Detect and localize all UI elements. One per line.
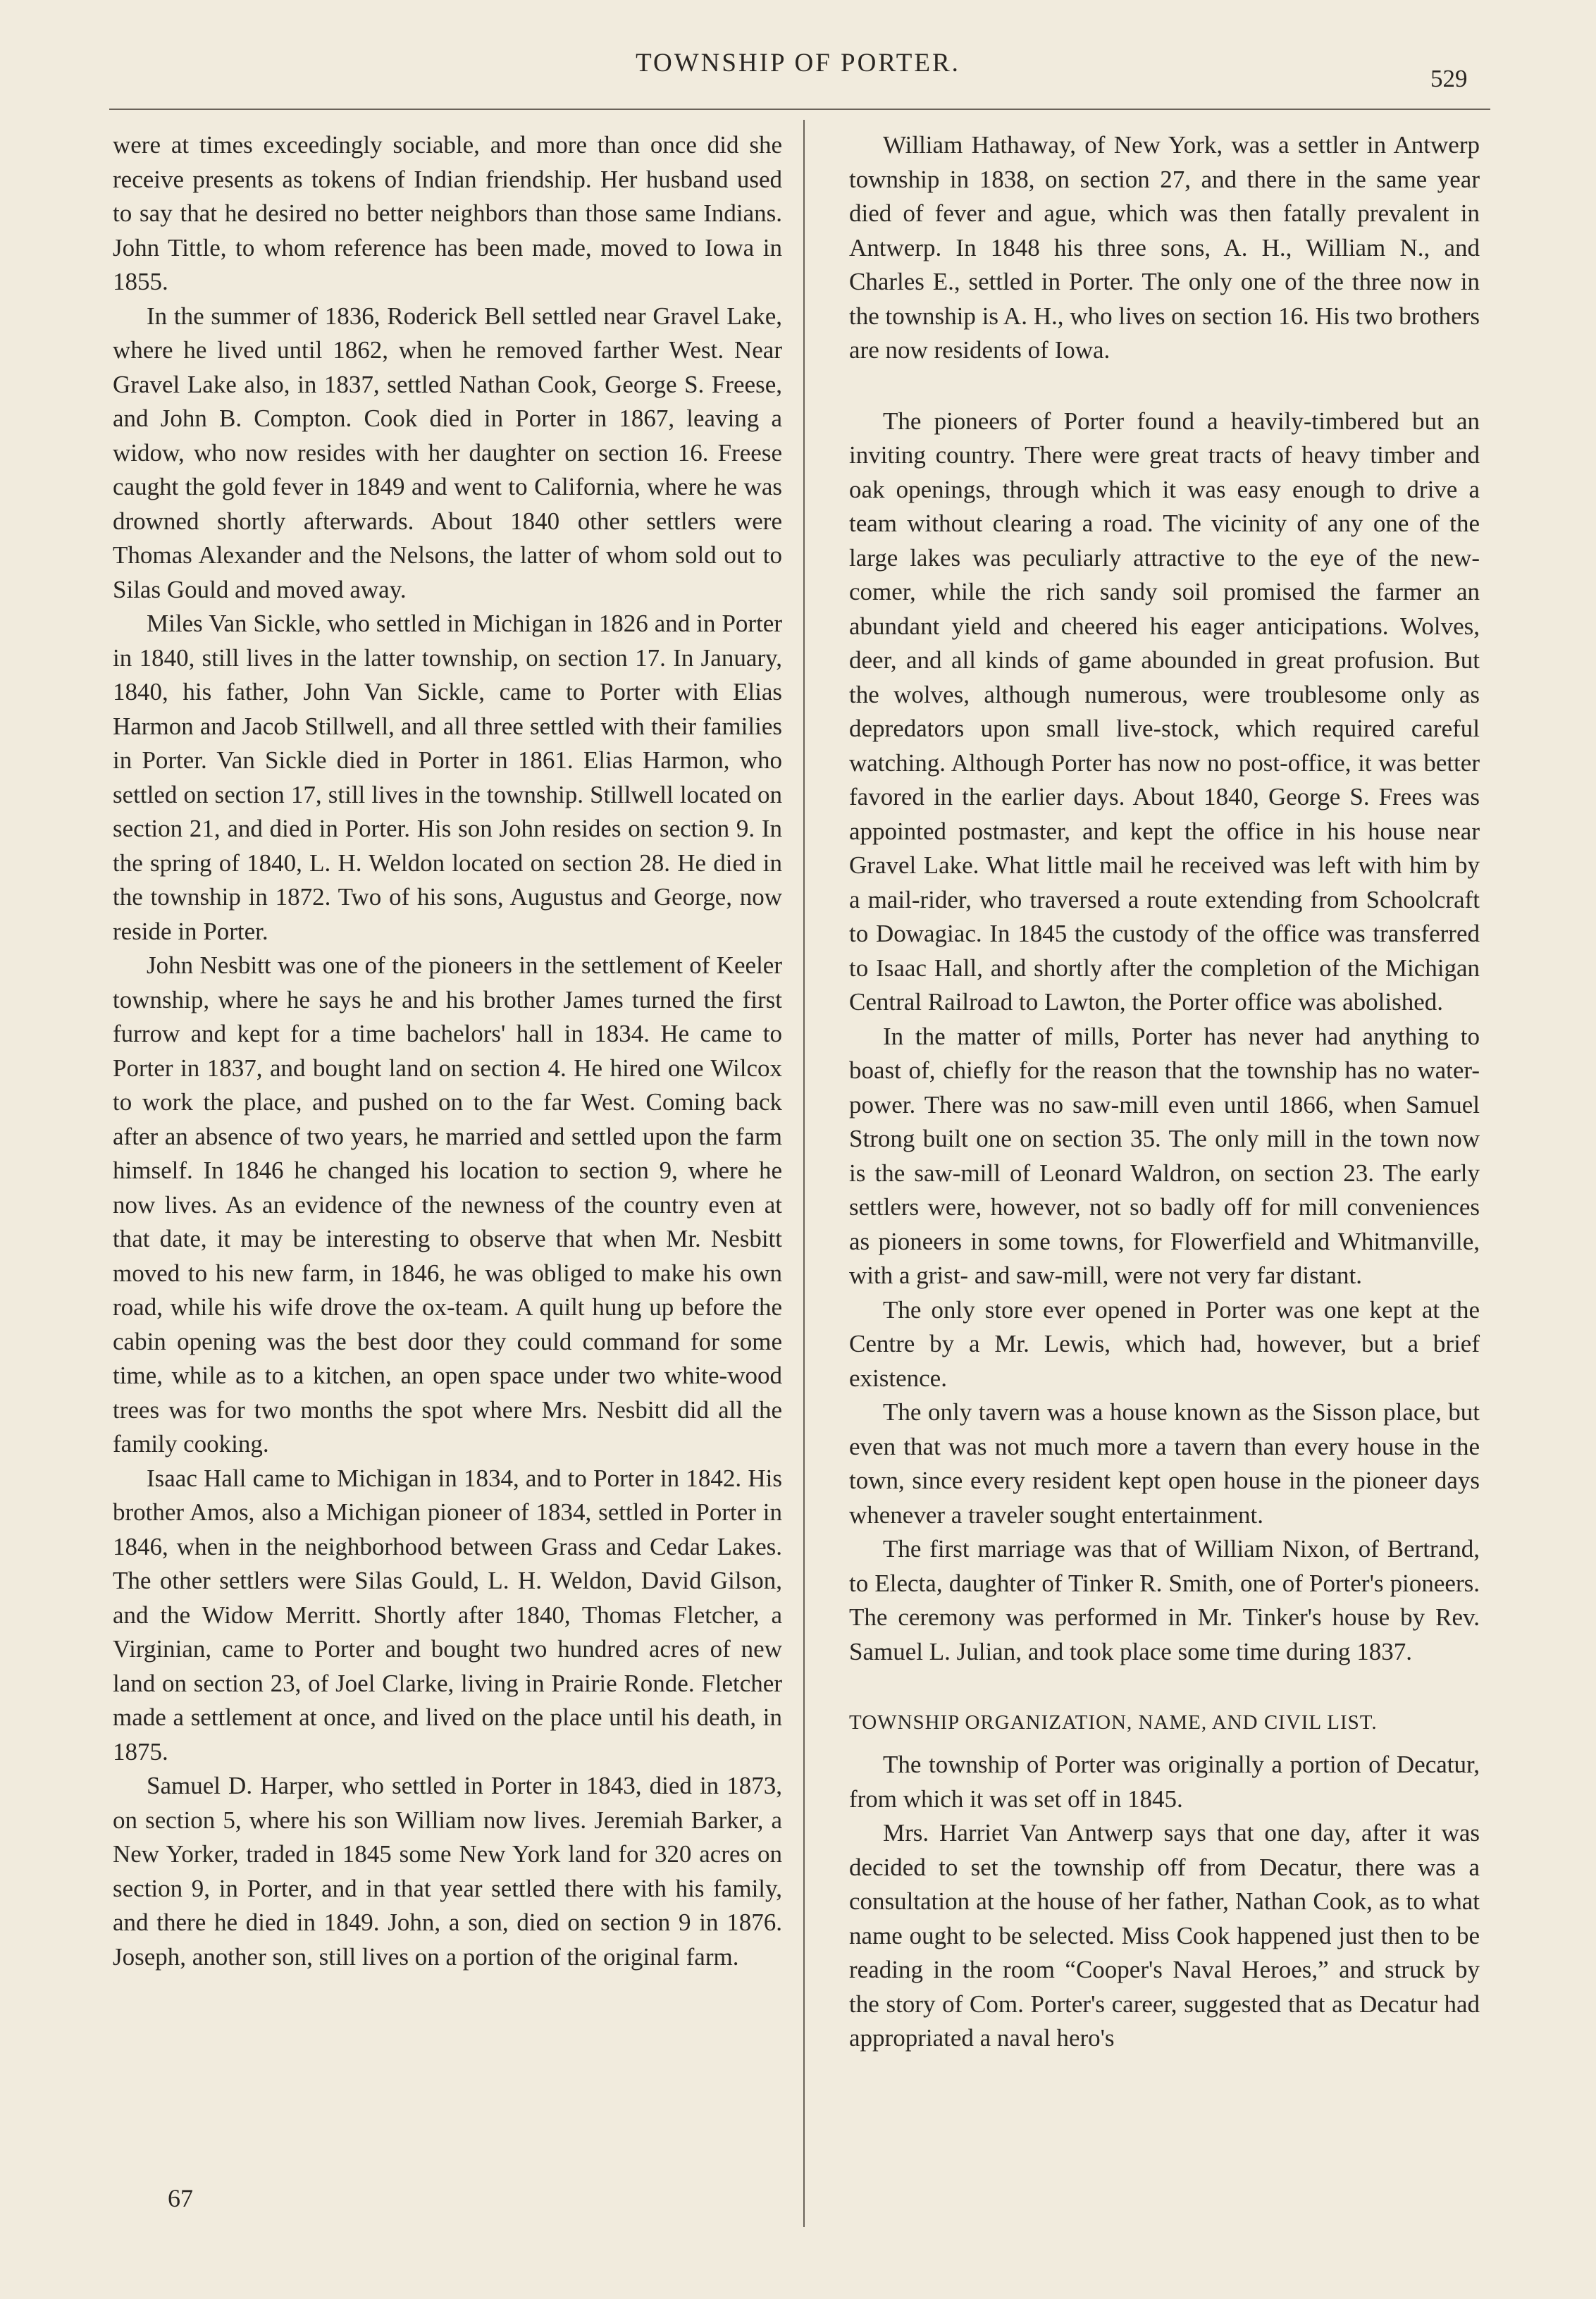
- paragraph: The only store ever opened in Porter was one kept at the Centre by a Mr. Lewis, which had, however, but a brief existence.: [849, 1295, 1480, 1392]
- paragraph: The township of Porter was originally a portion of Decatur, from which it was set off in 1845.: [849, 1751, 1480, 1813]
- paragraph: In the summer of 1836, Roderick Bell settled near Gravel Lake, where he lived until 1862, when he removed farther West. Near Gravel Lake also, in 1837, settled Nathan Cook, George S. Freese, and John B. Compton. Cook died in Porter in 1867, leaving a widow, who now resides with her daughter on section 16. Freese caught the gold fever in 1849 and went to California, where he was drowned shortly afterwards. About 1840 other settlers were Thomas Alexander and the Nelsons, the latter of whom sold out to Silas Gould and moved away.: [113, 302, 782, 603]
- paragraph: William Hathaway, of New York, was a settler in Antwerp township in 1838, on section 27, and there in the same year died of fever and ague, which was then fatally prevalent in Antwerp. In 1848 his three sons, A. H., William N., and Charles E., settled in Porter. The only one of the three now in the township is A. H., who lives on section 16. His two brothers are now residents of Iowa.: [849, 131, 1480, 364]
- signature-mark: 67: [168, 2184, 193, 2212]
- left-column: [113, 128, 782, 1974]
- paragraph: Miles Van Sickle, who settled in Michigan in 1826 and in Porter in 1840, still lives in the latter township, on section 17. In January, 1840, his father, John Van Sickle, came to Porter with Elias Harmon and Jacob Stillwell, and all three settled with their families in Porter. Van Sickle died in Porter in 1861. Elias Harmon, who settled on section 17, still lives in the township. Stillwell located on section 21, and died in Porter. His son John resides on section 9. In the spring of 1840, L. H. Weldon located on section 28. He died in the township in 1872. Two of his sons, Augustus and George, now reside in Porter.: [113, 610, 782, 945]
- paragraph: In the matter of mills, Porter has never had anything to boast of, chiefly for the reason that the township has no water-power. There was no saw-mill even until 1866, when Samuel Strong built one on section 35. The only mill in the town now is the saw-mill of Leonard Waldron, on section 23. The early settlers were, however, not so badly off for mill conveniences as pioneers in some towns, for Flowerfield and Whitmanville, with a grist- and saw-mill, were not very far distant.: [849, 1022, 1480, 1289]
- running-title: TOWNSHIP OF PORTER.: [636, 49, 960, 78]
- right-column: [849, 128, 1480, 2056]
- page-header: [0, 0, 1596, 113]
- page-number: 529: [1430, 65, 1468, 92]
- section-heading: TOWNSHIP ORGANIZATION, NAME, AND CIVIL LIST.: [849, 1711, 1378, 1734]
- paragraph: Mrs. Harriet Van Antwerp says that one day, after it was decided to set the township off from Decatur, there was a consultation at the house of her father, Nathan Cook, as to what name ought to be selected. Miss Cook happened just then to be reading in the room “Cooper's Naval Heroes,” and struck by the story of Com. Porter's career, suggested that as Decatur had appropriated a naval hero's: [849, 1819, 1480, 2052]
- paragraph: were at times exceedingly sociable, and more than once did she receive presents as tokens of Indian friendship. Her husband used to say that he desired no better neighbors than those same Indians. John Tittle, to whom reference has been made, moved to Iowa in 1855.: [113, 131, 782, 295]
- paragraph: The pioneers of Porter found a heavily-timbered but an inviting country. There were great tracts of heavy timber and oak openings, through which it was easy enough to drive a team without clearing a road. The vicinity of any one of the large lakes was peculiarly attractive to the eye of the new-comer, while the rich sandy soil promised the farmer an abundant yield and cheered his eager anticipations. Wolves, deer, and all kinds of game abounded in great profusion. But the wolves, although numerous, were troublesome only as depredators upon small live-stock, which required careful watching. Although Porter has now no post-office, it was better favored in the earlier days. About 1840, George S. Frees was appointed postmaster, and kept the office in his house near Gravel Lake. What little mail he received was left with him by a mail-rider, who traversed a route extending from Schoolcraft to Dowagiac. In 1845 the custody of the office was transferred to Isaac Hall, and shortly after the completion of the Michigan Central Railroad to Lawton, the Porter office was abolished.: [849, 407, 1480, 1016]
- header-rule: [109, 109, 1490, 110]
- paragraph: The only tavern was a house known as the Sisson place, but even that was not much more a tavern than every house in the town, since every resident kept open house in the pioneer days whenever a traveler sought entertainment.: [849, 1398, 1480, 1529]
- column-divider: [803, 120, 805, 2227]
- paragraph: John Nesbitt was one of the pioneers in the settlement of Keeler township, where he says he and his brother James turned the first furrow and kept for a time bachelors' hall in 1834. He came to Porter in 1837, and bought land on section 4. He hired one Wilcox to work the place, and pushed on to the far West. Coming back after an absence of two years, he married and settled upon the farm himself. In 1846 he changed his location to section 9, where he now lives. As an evidence of the newness of the country even at that date, it may be interesting to observe that when Mr. Nesbitt moved to his new farm, in 1846, he was obliged to make his own road, while his wife drove the ox-team. A quilt hung up before the cabin opening was the best door they could command for some time, while as to a kitchen, an open space under two white-wood trees was for two months the spot where Mrs. Nesbitt did all the family cooking.: [113, 951, 782, 1457]
- paragraph: Isaac Hall came to Michigan in 1834, and to Porter in 1842. His brother Amos, also a Michigan pioneer of 1834, settled in Porter in 1846, when in the neighborhood between Grass and Cedar Lakes. The other settlers were Silas Gould, L. H. Weldon, David Gilson, and the Widow Merritt. Shortly after 1840, Thomas Fletcher, a Virginian, came to Porter and bought two hundred acres of new land on section 23, of Joel Clarke, living in Prairie Ronde. Fletcher made a settlement at once, and lived on the place until his death, in 1875.: [113, 1464, 782, 1765]
- section-gap: [849, 368, 1480, 405]
- paragraph: Samuel D. Harper, who settled in Porter in 1843, died in 1873, on section 5, where his son William now lives. Jeremiah Barker, a New Yorker, traded in 1845 some New York land for 320 acres on section 9, in Porter, and in that year settled there with his family, and there he died in 1849. John, a son, died on section 9 in 1876. Joseph, another son, still lives on a portion of the original farm.: [113, 1772, 782, 1971]
- paragraph: The first marriage was that of William Nixon, of Bertrand, to Electa, daughter of Tinker R. Smith, one of Porter's pioneers. The ceremony was performed in Mr. Tinker's house by Rev. Samuel L. Julian, and took place some time during 1837.: [849, 1535, 1480, 1665]
